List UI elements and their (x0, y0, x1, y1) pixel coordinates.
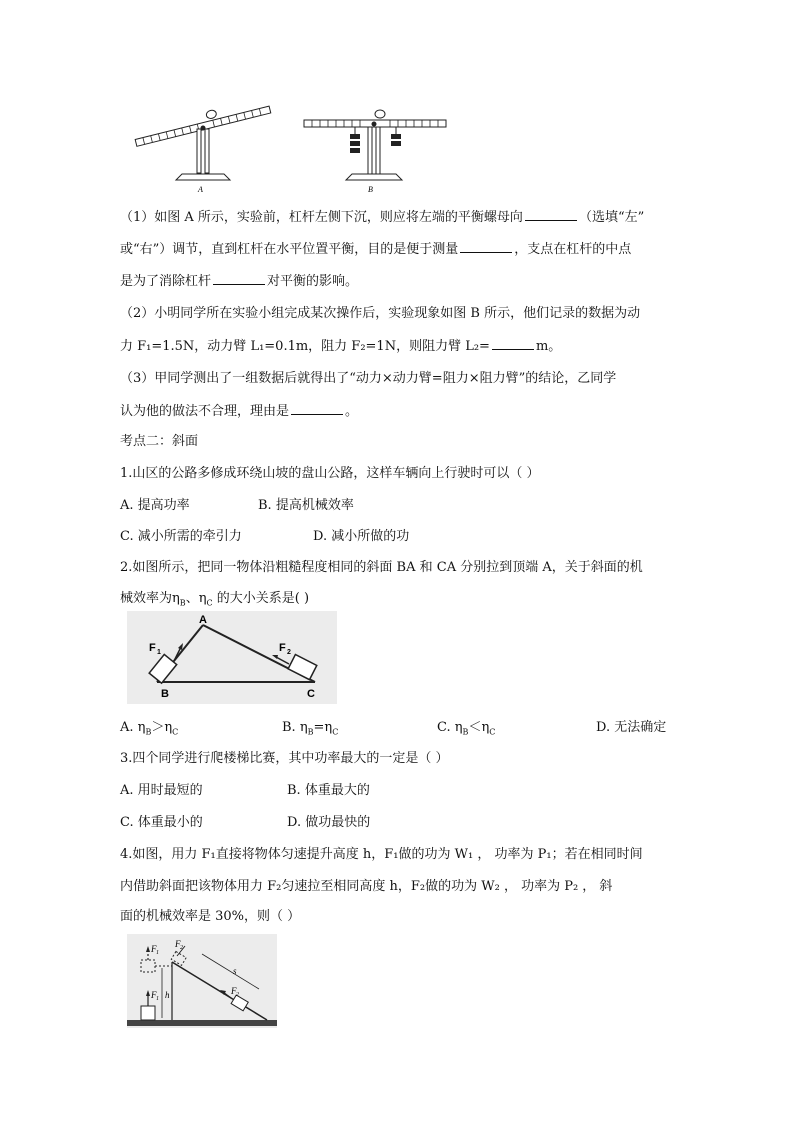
slope-label-f2-top-sub: 2 (180, 945, 183, 951)
q3-option-d[interactable]: D. 做功最快的 (287, 815, 371, 830)
q1-option-a[interactable]: A. 提高功率 (120, 498, 190, 513)
q1-option-c[interactable]: C. 减小所需的牵引力 (120, 529, 242, 544)
answer-blank[interactable] (213, 272, 265, 285)
q1-option-b[interactable]: B. 提高机械效率 (258, 498, 354, 513)
q4-stem-line1: 4.如图，用力 F₁直接将物体匀速提升高度 h，F₁做的功为 W₁ ， 功率为 P₁；若在相同时间 (120, 847, 643, 862)
incline-label-f1: F (149, 642, 156, 654)
slope-label-f1-top: F (151, 944, 157, 954)
slope-force-figure (127, 934, 277, 1028)
incline-label-b: B (161, 688, 169, 700)
q2-option-a[interactable]: A. $\eta_B>\eta_C$ (120, 720, 179, 737)
lever-a-label: A (198, 185, 203, 194)
q2-stem-line2: 械效率为$\eta_B$、$\eta_C$ 的大小关系是( ) (120, 591, 310, 608)
incline-label-f2-sub: 2 (287, 649, 291, 656)
slope-label-f2-sub: 2 (236, 992, 239, 998)
q2-option-b[interactable]: B. $\eta_B=\eta_C$ (282, 720, 339, 737)
q3-option-b[interactable]: B. 体重最大的 (287, 783, 370, 798)
incline-label-c: C (307, 688, 315, 700)
answer-blank[interactable] (291, 402, 343, 415)
incline-label-f2: F (279, 642, 286, 654)
lever-q3-line2: 认为他的做法不合理，理由是 。 (120, 404, 359, 419)
q2-option-c[interactable]: C. $\eta_B<\eta_C$ (437, 720, 496, 737)
answer-blank[interactable] (525, 208, 577, 221)
slope-label-s: s (233, 966, 237, 976)
lever-q1-line3: 是为了消除杠杆 对平衡的影响。 (120, 274, 359, 289)
incline-figure (127, 611, 337, 704)
q1-stem: 1.山区的公路多修成环绕山坡的盘山公路，这样车辆向上行驶时可以（ ） (120, 466, 540, 481)
lever-q2-line2: 力 F₁=1.5N，动力臂 L₁=0.1m，阻力 F₂=1N，则阻力臂 L₂= m。 (120, 339, 562, 354)
q2-option-d[interactable]: D. 无法确定 (596, 720, 667, 735)
lever-q1-line1: （1）如图 A 所示，实验前，杠杆左侧下沉，则应将左端的平衡螺母向 （选填“左” (120, 210, 645, 225)
slope-label-f1-top-sub: 1 (156, 950, 159, 956)
lever-figure-b (300, 104, 450, 194)
slope-label-h: h (165, 990, 170, 1000)
incline-label-f1-sub: 1 (157, 649, 161, 656)
q3-option-a[interactable]: A. 用时最短的 (120, 783, 203, 798)
slope-label-f2: F (231, 986, 237, 996)
q3-stem: 3.四个同学进行爬楼梯比赛，其中功率最大的一定是（ ） (120, 751, 449, 766)
lever-b-label: B (368, 185, 373, 194)
q2-stem-line1: 2.如图所示，把同一物体沿粗糙程度相同的斜面 BA 和 CA 分别拉到顶端 A，关于斜面的机 (120, 560, 643, 575)
lever-figure-a (128, 104, 278, 194)
q1-option-d[interactable]: D. 减小所做的功 (313, 529, 410, 544)
answer-blank[interactable] (492, 337, 534, 350)
incline-label-a: A (199, 614, 207, 626)
slope-label-f2-top: F (175, 939, 181, 949)
slope-label-f1: F (151, 990, 157, 1000)
lever-q3-line1: （3）甲同学测出了一组数据后就得出了“动力×动力臂=阻力×阻力臂”的结论，乙同学 (120, 371, 617, 386)
q3-option-c[interactable]: C. 体重最小的 (120, 815, 203, 830)
answer-blank[interactable] (460, 240, 512, 253)
lever-q1-line2: 或“右”）调节，直到杠杆在水平位置平衡，目的是便于测量 ，支点在杠杆的中点 (120, 242, 632, 257)
q4-stem-line3: 面的机械效率是 30%，则（ ） (120, 909, 301, 924)
q4-stem-line2: 内借助斜面把该物体用力 F₂匀速拉至相同高度 h，F₂做的功为 W₂ ， 功率为 P₂ ， 斜 (120, 879, 613, 894)
section-heading: 考点二：斜面 (120, 434, 199, 449)
slope-label-f1-sub: 1 (156, 996, 159, 1002)
lever-q2-line1: （2）小明同学所在实验小组完成某次操作后，实验现象如图 B 所示，他们记录的数据为动 (120, 306, 641, 321)
